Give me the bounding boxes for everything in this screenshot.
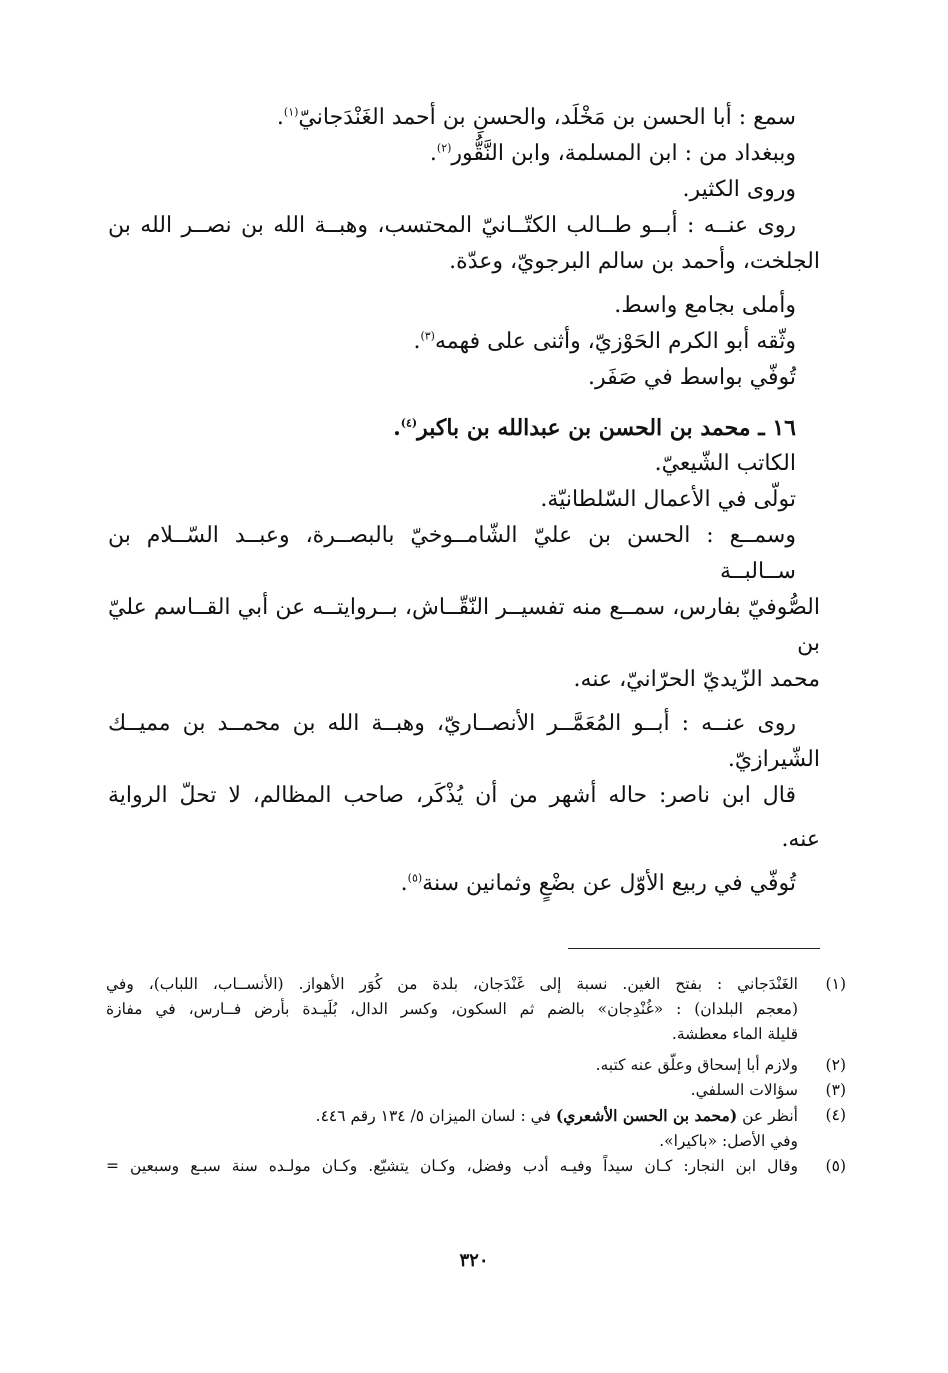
footnote-body [106,1053,798,1078]
entry-heading: ١٦ ـ محمد بن الحسن بن عبدالله بن باكبر$^{(٤)}$. [393,415,796,441]
text-line: وثّقه أبو الكرم الحَوْزيّ، وأثنى على فهمه$^{(٣)}$. [413,329,796,354]
spacer [108,858,820,866]
footnote-5 [106,1154,846,1179]
footnote-line: وفي الأصل: «باكيرا». [659,1132,798,1150]
paragraph-heard [108,518,820,698]
text-line: محمد الزّيديّ الحرّانيّ، عنه. [573,667,820,692]
text-line: روى عنــه : أبــو طــالب الكتّــانيّ المحتسب، وهبــة الله بن نصــر الله بن [108,213,796,238]
footnote-line: وقال ابن النجار: كـان سيداً وفيـه أدب وفضل، وكـان يتشيّع. وكـان مولـده سنة سبـع وسبعين = [106,1157,798,1175]
text-line: تولّى في الأعمال السّلطانيّة. [540,487,796,512]
footnote-line: سؤالات السلفي. [690,1081,798,1099]
footnote-number: (١) [825,975,846,993]
text-line: وأملى بجامع واسط. [614,293,796,318]
text-line: الصُّوفيّ بفارس، سمــع منه تفسيــر النّقّــاش، بــروايتــه عن أبي القــاسم عليّ بن [108,595,820,656]
text-line: سمع : أبا الحسن بن مَخْلَد، والحسنِ بن أحمد الغَنْدَجانيّ$^{(١)}$. [276,105,796,130]
footnote-number: (٤) [825,1106,846,1124]
spacer [108,280,820,288]
paragraph-heard-from [108,100,820,208]
footnote-line: قليلة الماء معطشة. [671,1025,798,1043]
footnote-number: (٥) [825,1157,846,1175]
page-number: ٣٢٠ [459,1250,489,1271]
text-line: الجلخت، وأحمد بن سالم البرجويّ، وعدّة. [449,249,820,274]
text-line: وروى الكثير. [682,177,796,202]
text-line: تُوفّي بواسط في صَفَر. [587,365,796,390]
footnote-ref[interactable]: (٤) [400,416,418,430]
footnote-number: (٣) [825,1081,846,1099]
footnote-4 [106,1103,846,1154]
footnote-body [106,1078,798,1103]
text-line: عنه. [781,827,820,852]
footnote-ref[interactable]: (٣) [420,329,435,343]
footnotes [106,972,846,1179]
footnote-line: الغَنْدَجاني : بفتح الغين. نسبة إلى غَنْدَجان، بلدة من كُوَر الأهواز. (الأنســاب، اللباب)، وفي [106,975,798,993]
footnote-body [106,972,798,1047]
paragraph-narrated-by [108,208,820,280]
spacer [108,698,820,706]
text-line: وببغداد من : ابن المسلمة، وابن النَّقُّور$^{(٢)}$. [429,141,796,166]
footnote-line: ولازم أبا إسحاق وعلّق عنه كتبه. [595,1056,798,1074]
footnote-ref[interactable]: (٥) [407,871,423,885]
text-line: تُوفّي في ربيع الأوّل عن بضْعٍ وثمانين سنة$^{(٥)}$. [400,871,796,896]
text-line: قال ابن ناصر: حاله أشهر من أن يُذْكَر، صاحب المظالم، لا تحلّ الرواية [108,783,796,808]
footnote-ref[interactable]: (٢) [436,141,452,155]
paragraph-narrated-by-2 [108,706,820,778]
entry-16 [108,410,820,518]
main-text [108,100,820,902]
footnote-body [106,1154,798,1179]
footnote-ref[interactable]: (١) [283,105,299,119]
footnote-body [106,1103,798,1154]
footnote-1 [106,972,846,1047]
paragraph-dictation [108,288,820,396]
paragraph-ibn-nasir [108,778,820,858]
text-line: الكاتب الشّيعيّ. [654,451,796,476]
footnote-line: أنظر عن (محمد بن الحسن الأشعري) في : لسان الميزان ٥/ ١٣٤ رقم ٤٤٦. [315,1106,798,1125]
footnote-number: (٢) [825,1056,846,1074]
footnote-2 [106,1053,846,1078]
text-line: الشّيرازيّ. [727,747,820,772]
paragraph-death [108,866,820,902]
footnote-line: (معجم البلدان) : «غُنْدِجان» بالضم ثم السكون، وكسر الدال، بُلَيـدة بأرض فــارس، في مفازة [106,1000,798,1018]
text-line: روى عنــه : أبــو المُعَمَّــر الأنصــاريّ، وهبــة الله بن محمــد بن مميــك [108,711,796,736]
spacer [108,396,820,410]
text-line: وسمــع : الحسن بن عليّ الشّامــوخيّ بالبصــرة، وعبــد السّــلام بن ســالبــة [108,523,796,584]
footnote-3 [106,1078,846,1103]
footnote-divider [568,948,820,949]
